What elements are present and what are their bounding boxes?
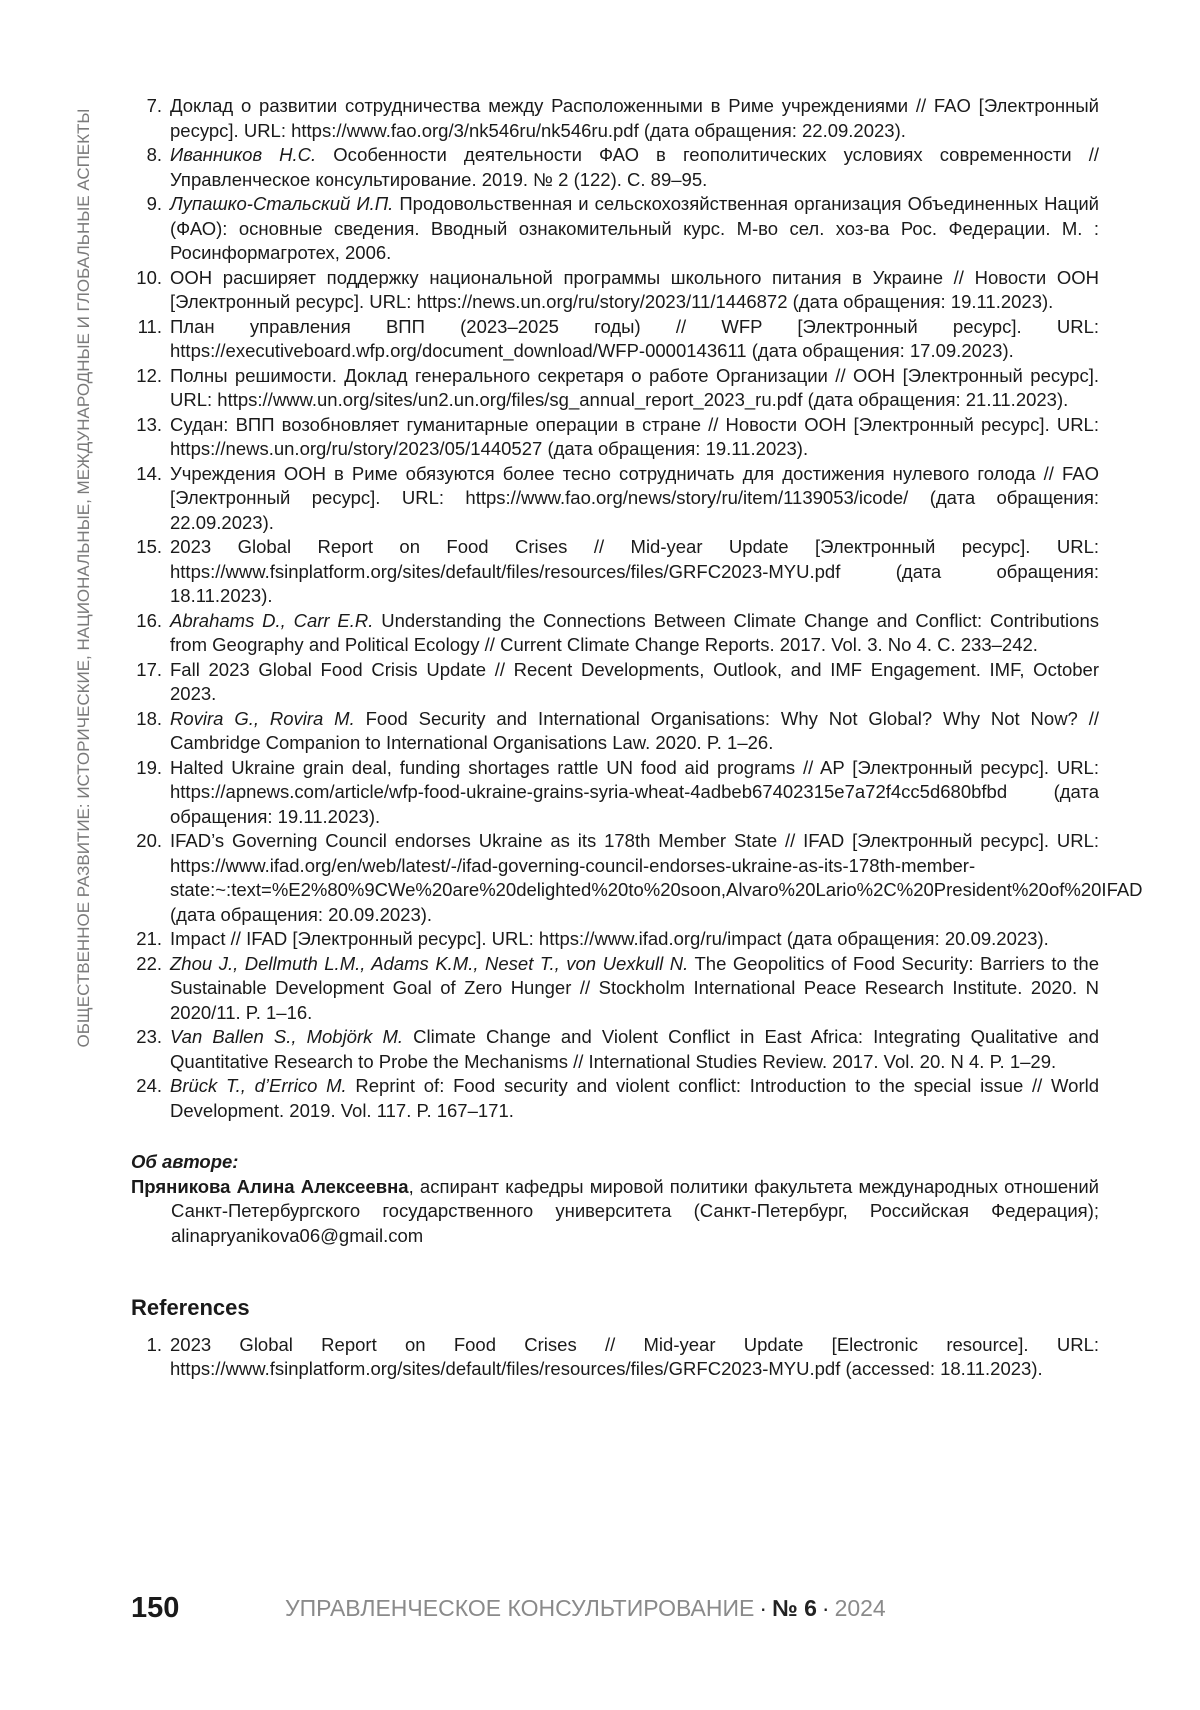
reference-text: Полны решимости. Доклад генерального секретаря о работе Организации // ООН [Электронный ресурс]. URL: https://www.un.org/sites/un2.un.org/files/sg_annual_report_2023_ru.pdf (дата обращения: 21.11.2023). [170,365,1099,411]
reference-text: Impact // IFAD [Электронный ресурс]. URL: https://www.ifad.org/ru/impact (дата обращения: 20.09.2023). [170,928,1049,949]
separator-dot: · [822,1595,830,1621]
reference-number: 11. [131,315,162,340]
reference-item [131,364,1099,413]
reference-item [131,952,1099,1026]
reference-item [131,192,1099,266]
reference-authors: Иванников Н.С. [170,144,316,165]
reference-text: The Geopolitics of Food Security: Barriers to the Sustainable Development Goal of Zero Hunger // Stockholm International Peace Research Institute. 2020. N 2020/11. P. 1–16. [170,953,1099,1023]
reference-text: План управления ВПП (2023–2025 годы) // WFP [Электронный ресурс]. URL: https://executiveboard.wfp.org/document_download/WFP-0000143611 (дата обращения: 17.09.2023). [170,316,1099,362]
reference-item [131,707,1099,756]
reference-text: Food Security and International Organisations: Why Not Global? Why Not Now? // Cambridge Companion to International Organisations Law. 2020. P. 1–26. [170,708,1099,754]
reference-text: Судан: ВПП возобновляет гуманитарные операции в стране // Новости ООН [Электронный ресурс]. URL: https://news.un.org/ru/story/2023/05/1440527 (дата обращения: 19.11.2023). [170,414,1099,460]
journal-title [285,1588,886,1628]
issue-year: 2024 [835,1595,886,1621]
reference-item [131,315,1099,364]
reference-text: 2023 Global Report on Food Crises // Mid-year Update [Electronic resource]. URL: https://www.fsinplatform.org/sites/default/files/resources/files/GRFC2023-MYU.pdf (accessed: 18.11.2023). [170,1334,1099,1380]
reference-item [131,1333,1099,1382]
reference-number: 14. [131,462,162,487]
journal-name: УПРАВЛЕНЧЕСКОЕ КОНСУЛЬТИРОВАНИЕ [285,1595,754,1621]
page-number: 150 [131,1588,179,1628]
reference-text: Учреждения ООН в Риме обязуются более тесно сотрудничать для достижения нулевого голода // FAO [Электронный ресурс]. URL: https://www.fao.org/news/story/ru/item/1139053/icode/ (дата обращения: 22.09.2023). [170,463,1099,533]
reference-authors: Van Ballen S., Mobjörk M. [170,1026,403,1047]
page-content [131,94,1099,1382]
reference-number: 8. [131,143,162,168]
about-author-title: Об авторе: [131,1150,1099,1175]
reference-item [131,829,1099,927]
reference-number: 24. [131,1074,162,1099]
reference-text: IFAD’s Governing Council endorses Ukraine as its 178th Member State // IFAD [Электронный ресурс]. URL: https://www.ifad.org/en/web/latest/-/ifad-governing-council-endorses-ukraine-as-its-178th-member-state:~:text=%E2%80%9CWe%20are%20delighted%20to%20soon,Alvaro%20Lario%2C%20President%20of%20IFAD (дата обращения: 20.09.2023). [170,830,1143,925]
reference-number: 17. [131,658,162,683]
reference-text: 2023 Global Report on Food Crises // Mid-year Update [Электронный ресурс]. URL: https://www.fsinplatform.org/sites/default/files/resources/files/GRFC2023-MYU.pdf (дата обращения: 18.11.2023). [170,536,1099,606]
references-heading: References [131,1296,1099,1321]
reference-text: Fall 2023 Global Food Crisis Update // Recent Developments, Outlook, and IMF Engagement. IMF, October 2023. [170,659,1099,705]
reference-item [131,462,1099,536]
reference-number: 19. [131,756,162,781]
reference-item [131,756,1099,830]
reference-item [131,658,1099,707]
reference-number: 23. [131,1025,162,1050]
reference-text: Halted Ukraine grain deal, funding shortages rattle UN food aid programs // AP [Электронный ресурс]. URL: https://apnews.com/article/wfp-food-ukraine-grains-syria-wheat-4adbeb67402315e7a72f4cc5d680bfbd (дата обращения: 19.11.2023). [170,757,1099,827]
reference-list-ru [131,94,1099,1123]
reference-number: 21. [131,927,162,952]
reference-number: 16. [131,609,162,634]
about-author-section [131,1150,1099,1248]
reference-number: 10. [131,266,162,291]
issue-number: № 6 [772,1595,817,1621]
reference-number: 18. [131,707,162,732]
reference-number: 9. [131,192,162,217]
reference-item [131,94,1099,143]
reference-number: 20. [131,829,162,854]
author-details: , аспирант кафедры мировой политики факультета международных отношений Санкт-Петербургского государственного университета (Санкт-Петербург, Российская Федерация); alinapryanikova06@gmail.com [171,1176,1099,1246]
reference-list-en [131,1333,1099,1382]
reference-item [131,266,1099,315]
reference-item [131,1025,1099,1074]
reference-text: Reprint of: Food security and violent conflict: Introduction to the special issue // World Development. 2019. Vol. 117. P. 167–171. [170,1075,1099,1121]
reference-number: 15. [131,535,162,560]
reference-authors: Abrahams D., Carr E.R. [170,610,373,631]
reference-authors: Brück T., d’Errico M. [170,1075,347,1096]
reference-text: Продовольственная и сельскохозяйственная организация Объединенных Наций (ФАО): основные сведения. Вводный ознакомительный курс. М-во сел. хоз-ва Рос. Федерации. М. : Росинформагротех, 2006. [170,193,1099,263]
author-name: Пряникова Алина Алексеевна [131,1176,409,1197]
reference-number: 13. [131,413,162,438]
reference-authors: Rovira G., Rovira M. [170,708,355,729]
reference-text: Climate Change and Violent Conflict in East Africa: Integrating Qualitative and Quantitative Research to Probe the Mechanisms // International Studies Review. 2017. Vol. 20. N 4. P. 1–29. [170,1026,1099,1072]
reference-number: 1. [131,1333,162,1358]
about-author-body [131,1175,1099,1249]
reference-text: Доклад о развитии сотрудничества между Расположенными в Риме учреждениями // FAO [Электронный ресурс]. URL: https://www.fao.org/3/nk546ru/nk546ru.pdf (дата обращения: 22.09.2023). [170,95,1099,141]
separator-dot: · [759,1595,767,1621]
running-header-vertical: ОБЩЕСТВЕННОЕ РАЗВИТИЕ: ИСТОРИЧЕСКИЕ, НАЦИОНАЛЬНЫЕ, МЕЖДУНАРОДНЫЕ И ГЛОБАЛЬНЫЕ АСПЕКТЫ [71,73,97,1083]
reference-number: 22. [131,952,162,977]
reference-item [131,1074,1099,1123]
reference-number: 12. [131,364,162,389]
reference-authors: Лупашко-Стальский И.П. [170,193,393,214]
reference-authors: Zhou J., Dellmuth L.M., Adams K.M., Neset T., von Uexkull N. [170,953,688,974]
reference-text: Особенности деятельности ФАО в геополитических условиях современности // Управленческое консультирование. 2019. № 2 (122). С. 89–95. [170,144,1099,190]
reference-item [131,927,1099,952]
reference-text: ООН расширяет поддержку национальной программы школьного питания в Украине // Новости ООН [Электронный ресурс]. URL: https://news.un.org/ru/story/2023/11/1446872 (дата обращения: 19.11.2023). [170,267,1099,313]
reference-item [131,413,1099,462]
reference-number: 7. [131,94,162,119]
reference-text: Understanding the Connections Between Climate Change and Conflict: Contributions from Geography and Political Ecology // Current Climate Change Reports. 2017. Vol. 3. No 4. С. 233–242. [170,610,1099,656]
reference-item [131,143,1099,192]
reference-item [131,535,1099,609]
reference-item [131,609,1099,658]
